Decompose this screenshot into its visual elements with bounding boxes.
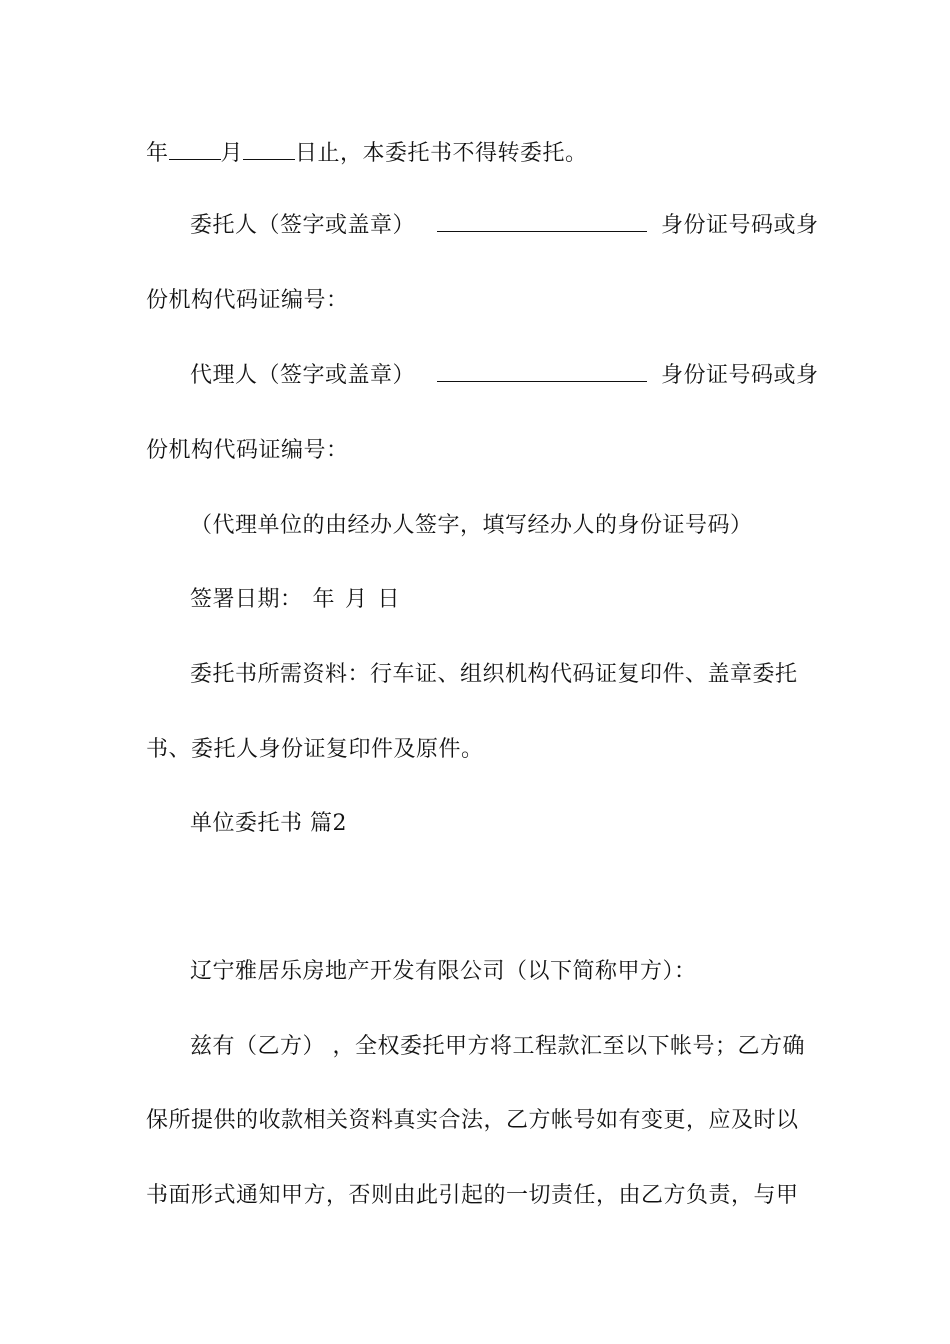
signing-date-label: 签署日期： (190, 587, 303, 612)
line-principal-signature (190, 212, 819, 240)
month-label: 月 (220, 141, 244, 166)
line-required-docs: 委托书所需资料：行车证、组织机构代码证复印件、盖章委托 (190, 662, 798, 687)
line-body-2: 保所提供的收款相关资料真实合法，乙方帐号如有变更，应及时以 (146, 1108, 799, 1133)
principal-signature-blank (437, 213, 647, 232)
principal-signature-label: 委托人（签字或盖章） (190, 213, 416, 238)
line-agent-id: 份机构代码证编号： (146, 438, 349, 463)
section-heading: 单位委托书 篇2 (190, 811, 347, 836)
line-agent-note: （代理单位的由经办人签字，填写经办人的身份证号码） (190, 513, 753, 538)
line-addressee: 辽宁雅居乐房地产开发有限公司（以下简称甲方）： (190, 959, 697, 984)
principal-id-label: 身份证号码或身 (661, 213, 819, 238)
line-body-3: 书面形式通知甲方，否则由此引起的一切责任，由乙方负责，与甲 (146, 1183, 799, 1208)
signing-year: 年 (312, 587, 336, 612)
signing-day: 日 (377, 587, 401, 612)
signing-month: 月 (345, 587, 368, 612)
line-signing-date (190, 586, 850, 614)
line-deadline (146, 140, 806, 168)
year-blank (169, 141, 221, 160)
line-body-1: 兹有（乙方） ，全权委托甲方将工程款汇至以下帐号；乙方确 (190, 1034, 805, 1059)
agent-signature-blank (437, 363, 647, 382)
line-agent-signature (190, 362, 819, 390)
agent-signature-label: 代理人（签字或盖章） (190, 363, 416, 388)
year-label: 年 (146, 141, 169, 166)
day-blank (243, 141, 295, 160)
agent-id-label: 身份证号码或身 (661, 363, 819, 388)
deadline-text: 日止，本委托书不得转委托。 (295, 141, 588, 166)
line-principal-id: 份机构代码证编号： (146, 288, 349, 313)
line-required-docs-cont: 书、委托人身份证复印件及原件。 (146, 737, 484, 762)
